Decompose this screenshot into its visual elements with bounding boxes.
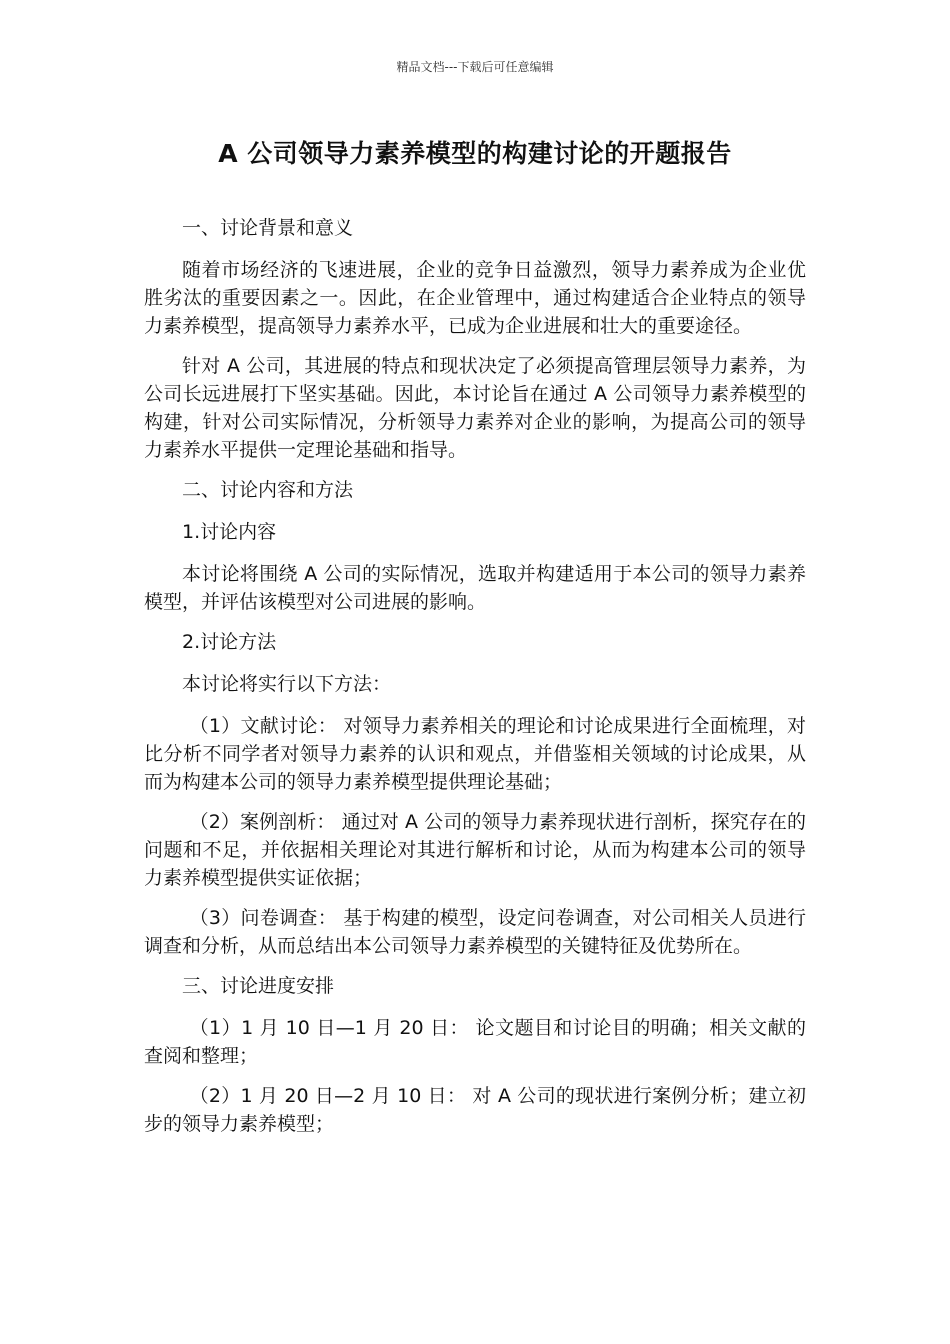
schedule-item-1: （1）1 月 10 日—1 月 20 日： 论文题目和讨论目的明确；相关文献的查阅和整理； <box>144 1017 806 1067</box>
method-item-survey: （3）问卷调查： 基于构建的模型，设定问卷调查，对公司相关人员进行调查和分析，从而总结出本公司领导力素养模型的关键特征及优势所在。 <box>144 907 806 957</box>
paragraph-background-2: 针对 A 公司，其进展的特点和现状决定了必须提高管理层领导力素养，为公司长远进展打下坚实基础。因此，本讨论旨在通过 A 公司领导力素养模型的构建，针对公司实际情况，分析领导力素养对企业的影响，为提高公司的领导力素养水平提供一定理论基础和指导。 <box>144 355 806 461</box>
document-title: A 公司领导力素养模型的构建讨论的开题报告 <box>218 139 732 168</box>
document-body <box>144 214 806 1150</box>
paragraph-background-1: 随着市场经济的飞速进展，企业的竞争日益激烈，领导力素养成为企业优胜劣汰的重要因素之一。因此，在企业管理中，通过构建适合企业特点的领导力素养模型，提高领导力素养水平，已成为企业进展和壮大的重要途径。 <box>144 259 806 337</box>
section-heading-background: 一、讨论背景和意义 <box>182 217 354 239</box>
method-item-literature: （1）文献讨论： 对领导力素养相关的理论和讨论成果进行全面梳理，对比分析不同学者对领导力素养的认识和观点，并借鉴相关领域的讨论成果，从而为构建本公司的领导力素养模型提供理论基础； <box>144 715 806 793</box>
subheading-method: 2.讨论方法 <box>182 631 277 653</box>
schedule-item-2: （2）1 月 20 日—2 月 10 日： 对 A 公司的现状进行案例分析；建立初步的领导力素养模型； <box>144 1085 806 1135</box>
paragraph-method-intro: 本讨论将实行以下方法： <box>182 673 392 695</box>
section-heading-content-method: 二、讨论内容和方法 <box>182 479 354 501</box>
section-heading-schedule: 三、讨论进度安排 <box>182 975 335 997</box>
subheading-content: 1.讨论内容 <box>182 521 277 543</box>
method-item-case-study: （2）案例剖析： 通过对 A 公司的领导力素养现状进行剖析，探究存在的问题和不足，并依据相关理论对其进行解析和讨论，从而为构建本公司的领导力素养模型提供实证依据； <box>144 811 806 889</box>
paragraph-content: 本讨论将围绕 A 公司的实际情况，选取并构建适用于本公司的领导力素养模型，并评估该模型对公司进展的影响。 <box>144 563 806 613</box>
header-note: 精品文档---下载后可任意编辑 <box>396 60 554 74</box>
